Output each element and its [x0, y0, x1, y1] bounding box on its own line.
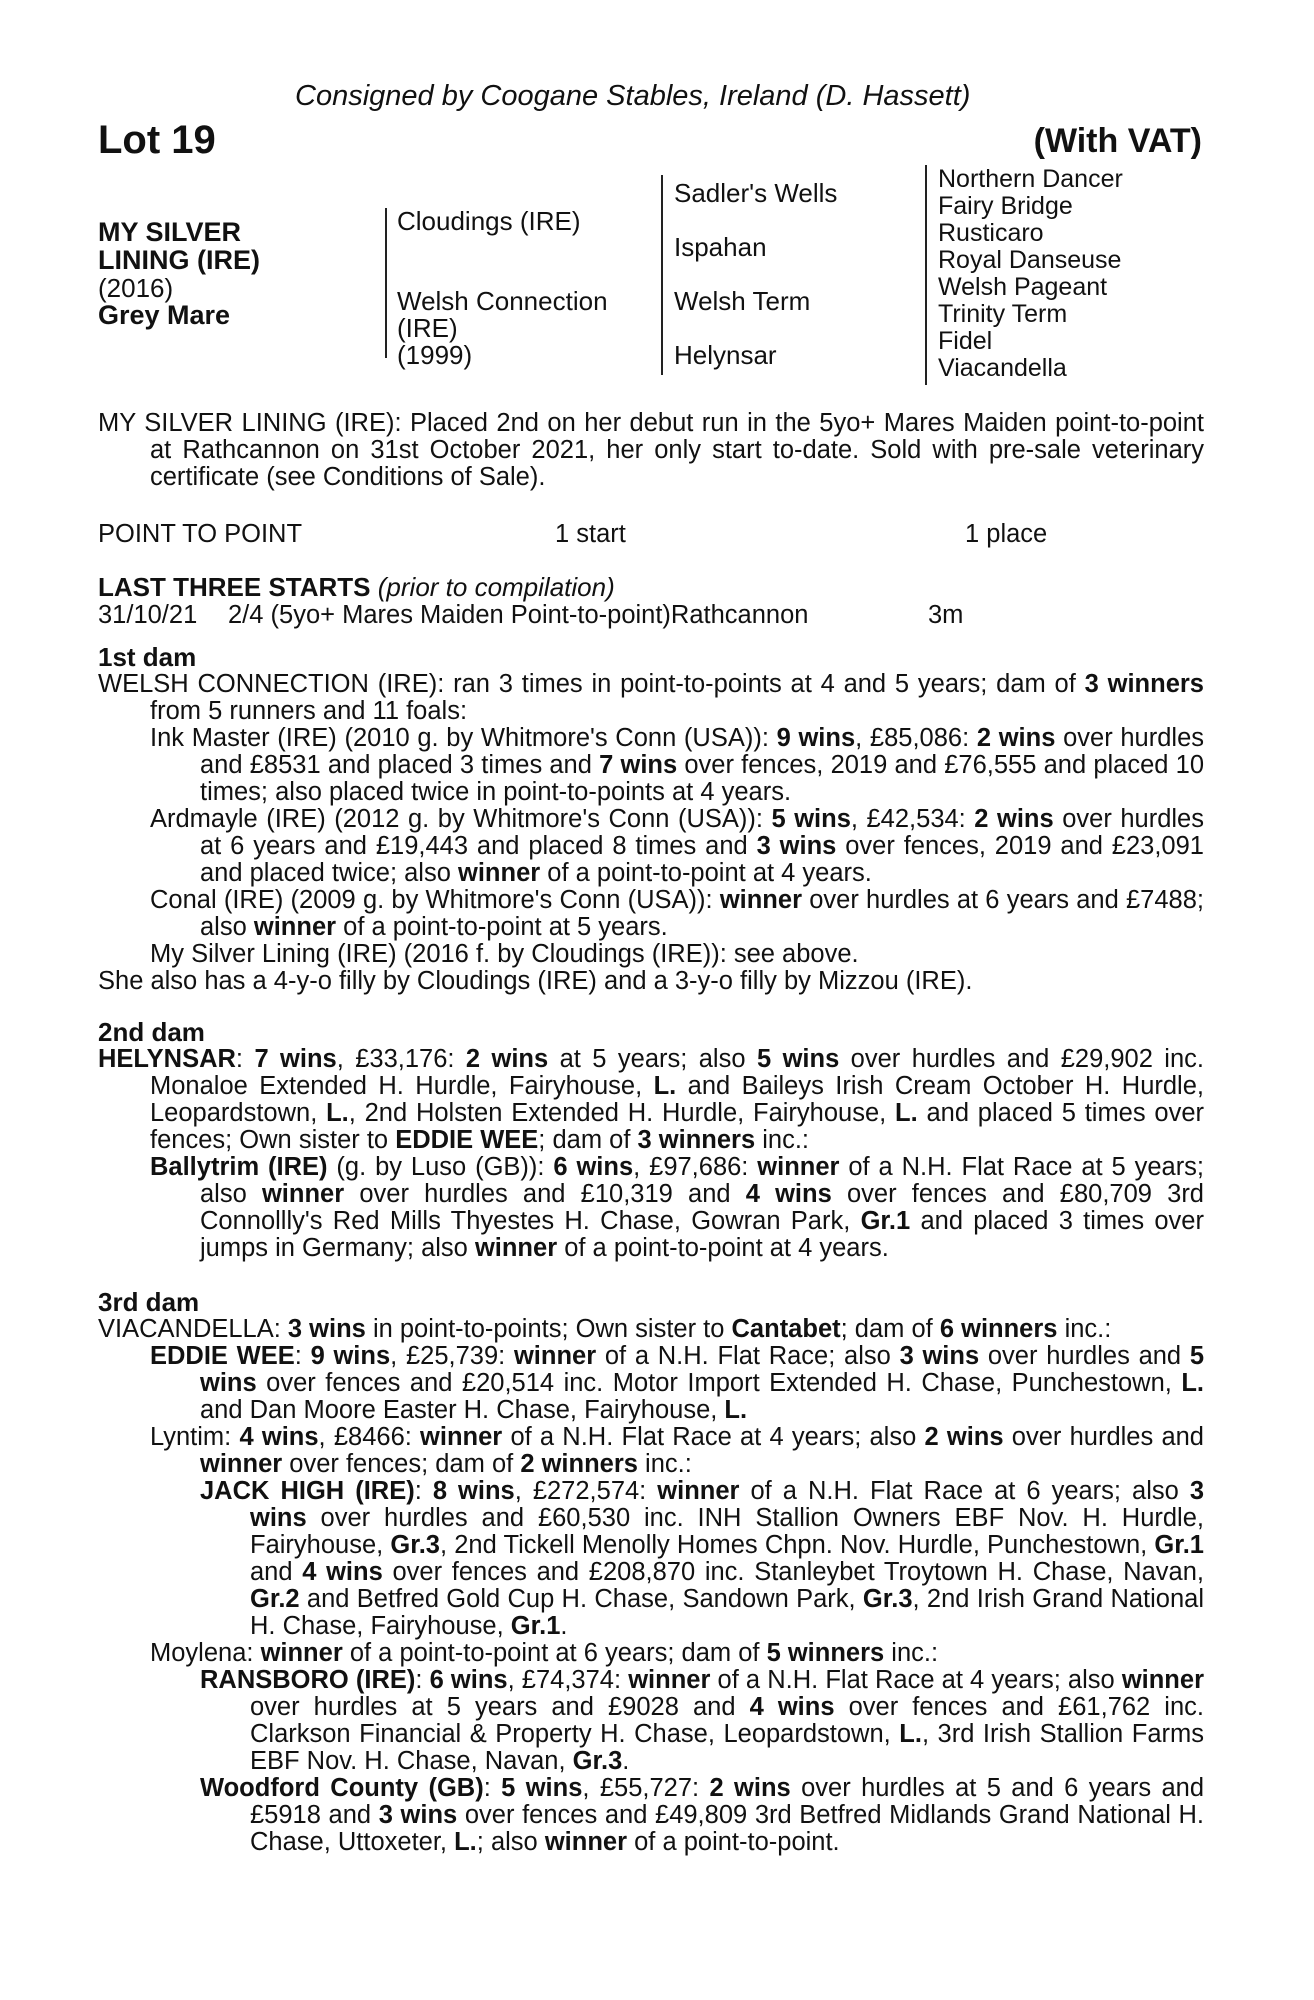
third-dam-summary: VIACANDELLA: 3 wins in point-to-points; Own sister to Cantabet; dam of 6 winners inc.:: [98, 1315, 1112, 1343]
first-dam-summary: WELSH CONNECTION (IRE): ran 3 times in point-to-points at 4 and 5 years; dam of 3 winners from 5 runners and 11 foals:: [98, 670, 1204, 725]
produce-moylena: Moylena: winner of a point-to-point at 6 years; dam of 5 winners inc.:: [150, 1639, 939, 1667]
produce-woodford-county: Woodford County (GB): 5 wins, £55,727: 2 wins over hurdles at 5 and 6 years and £5918 and 3 wins over fences and £49,809 3rd Betfred Midlands Grand National H. Chase, Uttoxeter, L.; also winner of a point-to-point.: [200, 1774, 1205, 1856]
pedigree-gen3-2: Ispahan: [674, 232, 767, 262]
second-dam-section: [98, 1019, 1204, 1262]
race-record-places: 1 place: [965, 520, 1048, 548]
first-dam-also: She also has a 4-y-o filly by Cloudings (IRE) and a 3-y-o filly by Mizzou (IRE).: [98, 967, 973, 995]
produce-ardmayle: Ardmayle (IRE) (2012 g. by Whitmore's Conn (USA)): 5 wins, £42,534: 2 wins over hurdles at 6 years and £19,443 and placed 8 times and 3 wins over fences, 2019 and £23,091 and placed twice; also winner of a point-to-point at 4 years.: [150, 805, 1204, 887]
consignor-line: Consigned by Coogane Stables, Ireland (D. Hassett): [295, 80, 971, 112]
race-record-label: POINT TO POINT: [98, 520, 303, 548]
produce-ransboro: RANSBORO (IRE): 6 wins, £74,374: winner of a N.H. Flat Race at 4 years; also winner over hurdles at 5 years and £9028 and 4 wins over fences and £61,762 inc. Clarkson Financial & Property H. Chase, Leopardstown, L., 3rd Irish Stallion Farms EBF Nov. H. Chase, Navan, Gr.3.: [200, 1666, 1204, 1775]
last-starts-heading: LAST THREE STARTS (prior to compilation): [98, 572, 615, 602]
produce-lyntim: Lyntim: 4 wins, £8466: winner of a N.H. Flat Race at 4 years; also 2 wins over hurdles and winner over fences; dam of 2 winners inc.:: [150, 1423, 1204, 1478]
pedigree-bracket-2: [661, 175, 663, 375]
race-record-starts: 1 start: [555, 520, 626, 548]
horse-sex: Grey Mare: [98, 300, 231, 330]
first-dam-section: [98, 644, 1204, 995]
last-start-race: 2/4 (5yo+ Mares Maiden Point-to-point)Rathcannon: [228, 601, 809, 629]
pedigree-gen4: Northern Dancer Fairy Bridge Rusticaro Royal Danseuse Welsh Pageant Trinity Term Fidel Viacandella: [938, 165, 1123, 382]
third-dam-heading: 3rd dam: [98, 1287, 200, 1317]
produce-ballytrim: Ballytrim (IRE) (g. by Luso (GB)): 6 wins, £97,686: winner of a N.H. Flat Race at 5 years; also winner over hurdles and £10,319 and 4 wins over fences and £80,709 3rd Connollly's Red Mills Thyestes H. Chase, Gowran Park, Gr.1 and placed 3 times over jumps in Germany; also winner of a point-to-point at 4 years.: [150, 1153, 1205, 1262]
pedigree-gen3-1: Sadler's Wells: [674, 178, 838, 208]
second-dam-heading: 2nd dam: [98, 1017, 205, 1047]
last-start-date: 31/10/21: [98, 601, 198, 629]
pedigree-sire: Cloudings (IRE): [397, 206, 581, 236]
pedigree-bracket-3: [925, 165, 927, 385]
produce-eddie-wee: EDDIE WEE: 9 wins, £25,739: winner of a N.H. Flat Race; also 3 wins over hurdles and 5 wins over fences and £20,514 inc. Motor Import Extended H. Chase, Punchestown, L. and Dan Moore Easter H. Chase, Fairyhouse, L.: [150, 1342, 1205, 1424]
produce-my-silver-lining: My Silver Lining (IRE) (2016 f. by Cloudings (IRE)): see above.: [150, 940, 859, 968]
first-dam-heading: 1st dam: [98, 642, 197, 672]
produce-ink-master: Ink Master (IRE) (2010 g. by Whitmore's Conn (USA)): 9 wins, £85,086: 2 wins over hurdles and £8531 and placed 3 times and 7 wins over fences, 2019 and £76,555 and placed 10 times; also placed twice in point-to-points at 4 years.: [150, 724, 1205, 806]
pedigree-bracket-1: [385, 208, 387, 358]
produce-jack-high: JACK HIGH (IRE): 8 wins, £272,574: winner of a N.H. Flat Race at 6 years; also 3 wins over hurdles and £60,530 inc. INH Stallion Owners EBF Nov. H. Hurdle, Fairyhouse, Gr.3, 2nd Tickell Menolly Homes Chpn. Nov. Hurdle, Punchestown, Gr.1 and 4 wins over fences and £208,870 inc. Stanleybet Troytown H. Chase, Navan, Gr.2 and Betfred Gold Cup H. Chase, Sandown Park, Gr.3, 2nd Irish Grand National H. Chase, Fairyhouse, Gr.1.: [200, 1477, 1205, 1640]
summary: MY SILVER LINING (IRE): Placed 2nd on her debut run in the 5yo+ Mares Maiden point-to-point at Rathcannon on 31st October 2021, her only start to-date. Sold with pre-sale veterinary certificate (see Conditions of Sale).: [98, 409, 1204, 491]
pedigree-gen3-3: Welsh Term: [674, 286, 811, 316]
horse-year: (2016): [98, 273, 174, 303]
third-dam-section: [98, 1289, 1204, 1856]
pedigree-dam: Welsh Connection (IRE) (1999): [397, 286, 608, 370]
lot-number: Lot 19: [98, 118, 216, 162]
produce-conal: Conal (IRE) (2009 g. by Whitmore's Conn (USA)): winner over hurdles at 6 years and £7488; also winner of a point-to-point at 5 years.: [150, 886, 1204, 941]
second-dam-summary: HELYNSAR: 7 wins, £33,176: 2 wins at 5 years; also 5 wins over hurdles and £29,902 inc. Monaloe Extended H. Hurdle, Fairyhouse, L. and Baileys Irish Cream October H. Hurdle, Leopardstown, L., 2nd Holsten Extended H. Hurdle, Fairyhouse, L. and placed 5 times over fences; Own sister to EDDIE WEE; dam of 3 winners inc.:: [98, 1045, 1205, 1154]
last-start-distance: 3m: [928, 601, 964, 629]
horse-name: MY SILVER LINING (IRE): [98, 217, 260, 275]
vat-label: (With VAT): [1033, 122, 1202, 160]
pedigree-gen3-4: Helynsar: [674, 340, 777, 370]
